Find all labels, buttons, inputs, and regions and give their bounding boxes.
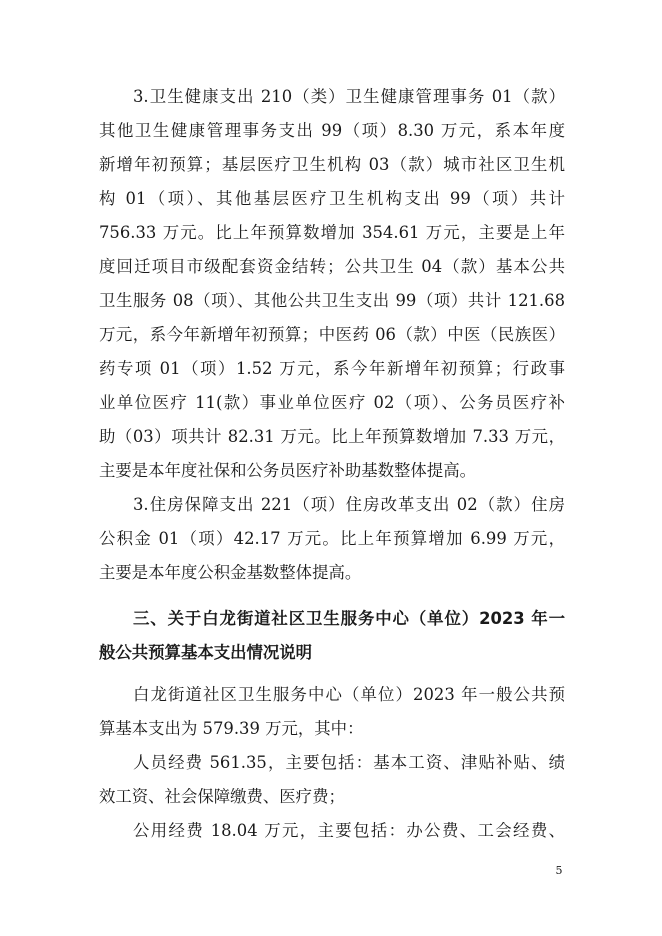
text-line: 算基本支出为 579.39 万元，其中： — [99, 719, 364, 738]
text-line: 助（03）项共计 82.31 万元。比上年预算数增加 7.33 万元， — [99, 427, 565, 446]
text-line: 3.住房保障支出 221（项）住房改革支出 02（款）住房 — [133, 495, 565, 514]
text-line: 构 01（项）、其他基层医疗卫生机构支出 99（项）共计 — [99, 189, 565, 208]
text-line: 药专项 01（项）1.52 万元，系今年新增年初预算；行政事 — [99, 359, 565, 378]
text-line: 度回迁项目市级配套资金结转；公共卫生 04（款）基本公共 — [99, 257, 565, 276]
text-line: 新增年初预算；基层医疗卫生机构 03（款）城市社区卫生机 — [99, 155, 565, 174]
text-line: 其他卫生健康管理事务支出 99（项）8.30 万元，系本年度 — [99, 121, 565, 140]
text-line: 人员经费 561.35，主要包括：基本工资、津贴补贴、绩 — [133, 753, 565, 772]
section-heading: 般公共预算基本支出情况说明 — [99, 643, 313, 662]
text-line: 效工资、社会保障缴费、医疗费； — [99, 787, 345, 806]
text-line: 3.卫生健康支出 210（类）卫生健康管理事务 01（款） — [133, 87, 565, 106]
text-line: 756.33 万元。比上年预算数增加 354.61 万元，主要是上年 — [99, 223, 565, 242]
section-heading: 三、关于白龙街道社区卫生服务中心（单位）2023 年一 — [133, 609, 565, 628]
text-line: 主要是本年度社保和公务员医疗补助基数整体提高。 — [99, 461, 476, 480]
page-number: 5 — [555, 864, 563, 877]
text-line: 白龙街道社区卫生服务中心（单位）2023 年一般公共预 — [133, 685, 565, 704]
text-line: 业单位医疗 11(款）事业单位医疗 02（项）、公务员医疗补 — [99, 393, 565, 412]
text-line: 公积金 01（项）42.17 万元。比上年预算增加 6.99 万元， — [99, 529, 565, 548]
text-line: 公用经费 18.04 万元，主要包括：办公费、工会经费、 — [133, 821, 565, 840]
text-line: 卫生服务 08（项）、其他公共卫生支出 99（项）共计 121.68 — [99, 291, 565, 310]
text-line: 万元，系今年新增年初预算；中医药 06（款）中医（民族医） — [99, 325, 565, 344]
text-line: 主要是本年度公积金基数整体提高。 — [99, 563, 362, 582]
